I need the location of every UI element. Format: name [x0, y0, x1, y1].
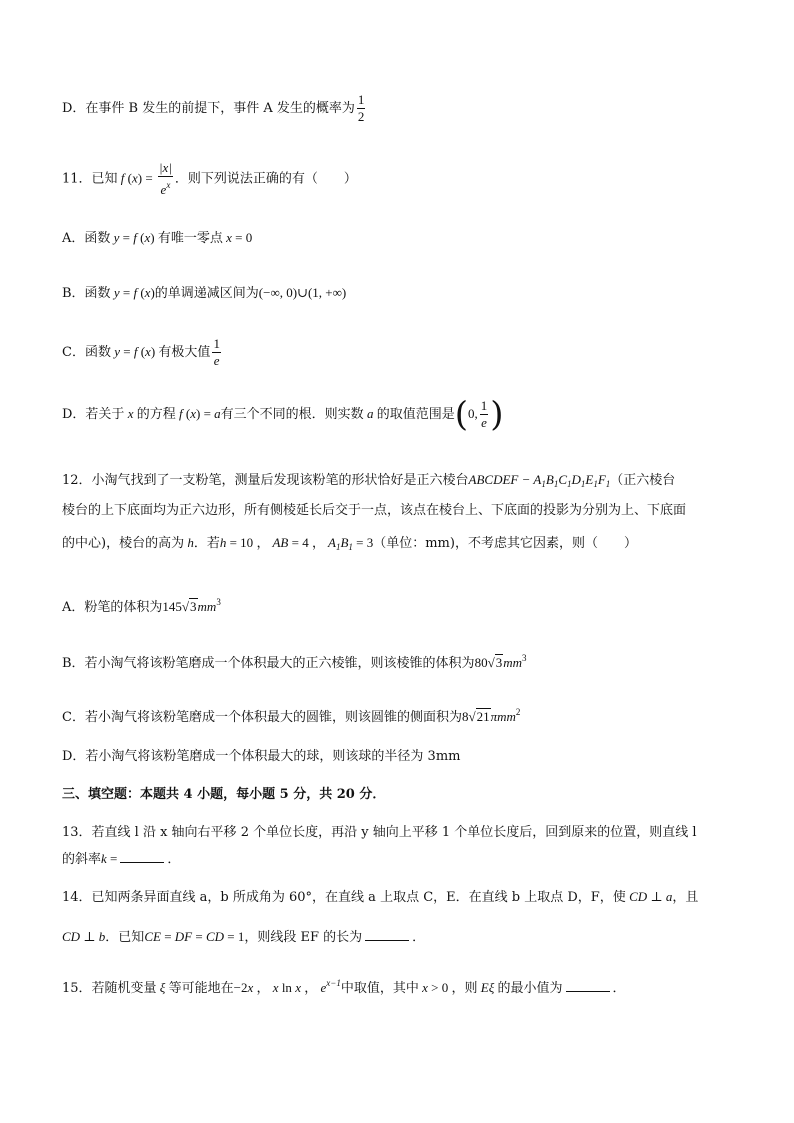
q11-function-def: f (x) =	[117, 170, 153, 186]
q11-option-d-var-a: a	[363, 406, 377, 421]
q15-condition: x > 0	[418, 980, 449, 995]
q12-option-d-text: D．若小淘气将该粉笔磨成一个体积最大的球，则该球的半径为 3mm	[62, 749, 461, 764]
q11-stem-suffix: ．则下列说法正确的有（ ）	[174, 171, 357, 187]
q12-line-2	[62, 502, 754, 520]
q11-option-d-mid: 的方程	[136, 407, 176, 422]
fraction-one-over-e-2: $\frac{1}{e}$	[480, 398, 488, 430]
q12-option-d	[62, 748, 754, 766]
q11-option-c-prefix: C．函数	[62, 345, 111, 360]
q12-height-var: h	[184, 535, 194, 550]
q11-option-a-prefix: A．函数	[62, 231, 111, 246]
q11-option-b-interval: (−∞, 0)∪(1, +∞)	[258, 285, 347, 300]
q11-option-c-suffix: 有极大值	[158, 345, 211, 360]
interval-zero: 0,	[467, 406, 478, 421]
fraction-abs-x-over-ex: $\frac{|x|}{e^x}$	[158, 160, 172, 197]
q11-option-b-suffix: 的单调递减区间为	[154, 286, 259, 301]
q12-line-3	[62, 534, 754, 556]
q14-perp-cd-b: CD ⊥ b	[62, 929, 106, 944]
q12-option-a-value: $145√3mm^3$	[162, 597, 221, 614]
q15-xi: ξ	[156, 980, 169, 995]
q11-stem	[62, 160, 754, 198]
q12-option-c-text: C．若小淘气将该粉笔磨成一个体积最大的圆锥，则该圆锥的侧面积为	[62, 710, 462, 725]
q12-option-c	[62, 703, 754, 727]
q15-mid: 等可能地在	[168, 981, 234, 996]
q11-option-d-var-x: x	[124, 406, 137, 421]
q12-line-2-text: 棱台的上下底面均为正六边形，所有侧棱延长后交于一点，该点在棱台上、下底面的投影为分别为上、下底面	[62, 503, 687, 518]
fraction-one-half: $\frac{1}{2}$	[357, 92, 365, 124]
q11-option-d-suffix: 的取值范围是	[376, 407, 455, 422]
q11-option-b-prefix: B．函数	[62, 286, 111, 301]
q11-option-d-equation: f (x) = a	[175, 406, 221, 421]
q11-stem-prefix: 11．已知	[62, 171, 118, 187]
q14-line-1-suffix: ，且	[672, 890, 699, 905]
q15-values: −2x ， x ln x ， $e^{x-1}$	[233, 978, 341, 995]
q15-line: 15．若随机变量 ξ 等可能地在−2x ， x ln x ， $e^{x-1}$中取值，其中 x > 0 ，则 Eξ 的最小值为 ．	[62, 978, 626, 996]
q13-slope-var: k =	[101, 851, 118, 866]
right-paren: )	[490, 394, 504, 435]
q11-option-a-suffix: 有唯一零点	[157, 231, 223, 246]
q14-line-1	[62, 888, 754, 907]
q12-option-a	[62, 593, 754, 617]
q12-option-b-text: B．若小淘气将该粉笔磨成一个体积最大的正六棱锥，则该棱锥的体积为	[62, 656, 475, 671]
q12-line-3-unit: （单位：mm)，不考虑其它因素，则（ ）	[373, 536, 637, 551]
q11-option-a-math: y = f (x)	[110, 230, 155, 245]
q12-option-a-text: A．粉笔的体积为	[62, 600, 163, 615]
q11-option-c	[62, 336, 754, 369]
q12-option-c-value: 8√21πmm$^2$	[461, 707, 521, 724]
q14-line-1-prefix: 14．已知两条异面直线 a，b 所成角为 60°，在直线 a 上取点 C，E．在直线 b 上取点 D，F，使	[62, 890, 626, 905]
q14-answer-blank	[365, 928, 409, 941]
q15-expectation: Eξ	[477, 980, 498, 995]
q14-line-2-mid: ．已知	[105, 930, 145, 945]
q11-option-a-zero: x = 0	[222, 230, 253, 245]
q11-option-a	[62, 229, 754, 248]
q12-option-b	[62, 649, 754, 673]
q13-period: ．	[167, 852, 181, 867]
q12-line-1-prefix: 12．小淘气找到了一支粉笔，测量后发现该粉笔的形状恰好是正六棱台	[62, 473, 469, 488]
q12-line-1	[62, 471, 754, 493]
fraction-one-over-e: $\frac{1}{e}$	[213, 336, 220, 368]
q15-answer-blank	[566, 979, 610, 992]
q10-option-d	[62, 92, 754, 126]
q12-line-1-suffix: （正六棱台	[610, 473, 676, 488]
q10-option-d-text: D．在事件 B 发生的前提下，事件 A 发生的概率为	[62, 101, 355, 116]
q12-frustum-name: ABCDEF − $A_1B_1C_1D_1E_1F_1$	[468, 472, 611, 489]
q13-line-1	[62, 824, 754, 842]
q12-line-3-prefix: 的中心)，棱台的高为	[62, 536, 185, 551]
q15-prefix: 15．若随机变量	[62, 981, 157, 996]
q11-option-d	[62, 394, 754, 435]
section-3-title: 三、填空题：本题共 4 小题，每小题 5 分，共 20 分．	[62, 787, 386, 802]
q15-post2: 的最小值为	[497, 981, 563, 996]
q12-values: h = 10 ， AB = 4 ， $A_1B_1 = 3$	[219, 535, 374, 552]
q11-option-b	[62, 284, 754, 303]
q14-perp-cd-a: CD ⊥ a	[625, 889, 673, 904]
q15-post: ，则	[451, 981, 478, 996]
q13-answer-blank	[120, 850, 164, 863]
q11-option-b-math: y = f (x)	[110, 285, 155, 300]
q14-line-2: CD ⊥ b．已知CE = DF = CD = 1，则线段 EF 的长为 ．	[62, 929, 426, 945]
left-paren: (	[454, 394, 468, 435]
q15-mid2: 中取值，其中	[340, 981, 419, 996]
q13-line-1-text: 13．若直线 l 沿 x 轴向右平移 2 个单位长度，再沿 y 轴向上平移 1 个单位长度后，回到原来的位置，则直线 l	[62, 825, 697, 840]
q11-option-d-mid2: 有三个不同的根．则实数	[220, 407, 364, 422]
q12-option-b-value: $80√3mm^3$	[474, 653, 527, 670]
q11-option-d-prefix: D．若关于	[62, 407, 125, 422]
q13-line-2-prefix: 的斜率	[62, 852, 102, 867]
q12-line-3-mid: ．若	[193, 536, 220, 551]
q11-option-c-math: y = f (x)	[110, 344, 156, 359]
q14-line-2-suffix: ，则线段 EF 的长为	[244, 930, 363, 945]
q14-equal-lengths: CE = DF = CD = 1	[144, 929, 245, 944]
q13-line-2	[62, 850, 754, 869]
